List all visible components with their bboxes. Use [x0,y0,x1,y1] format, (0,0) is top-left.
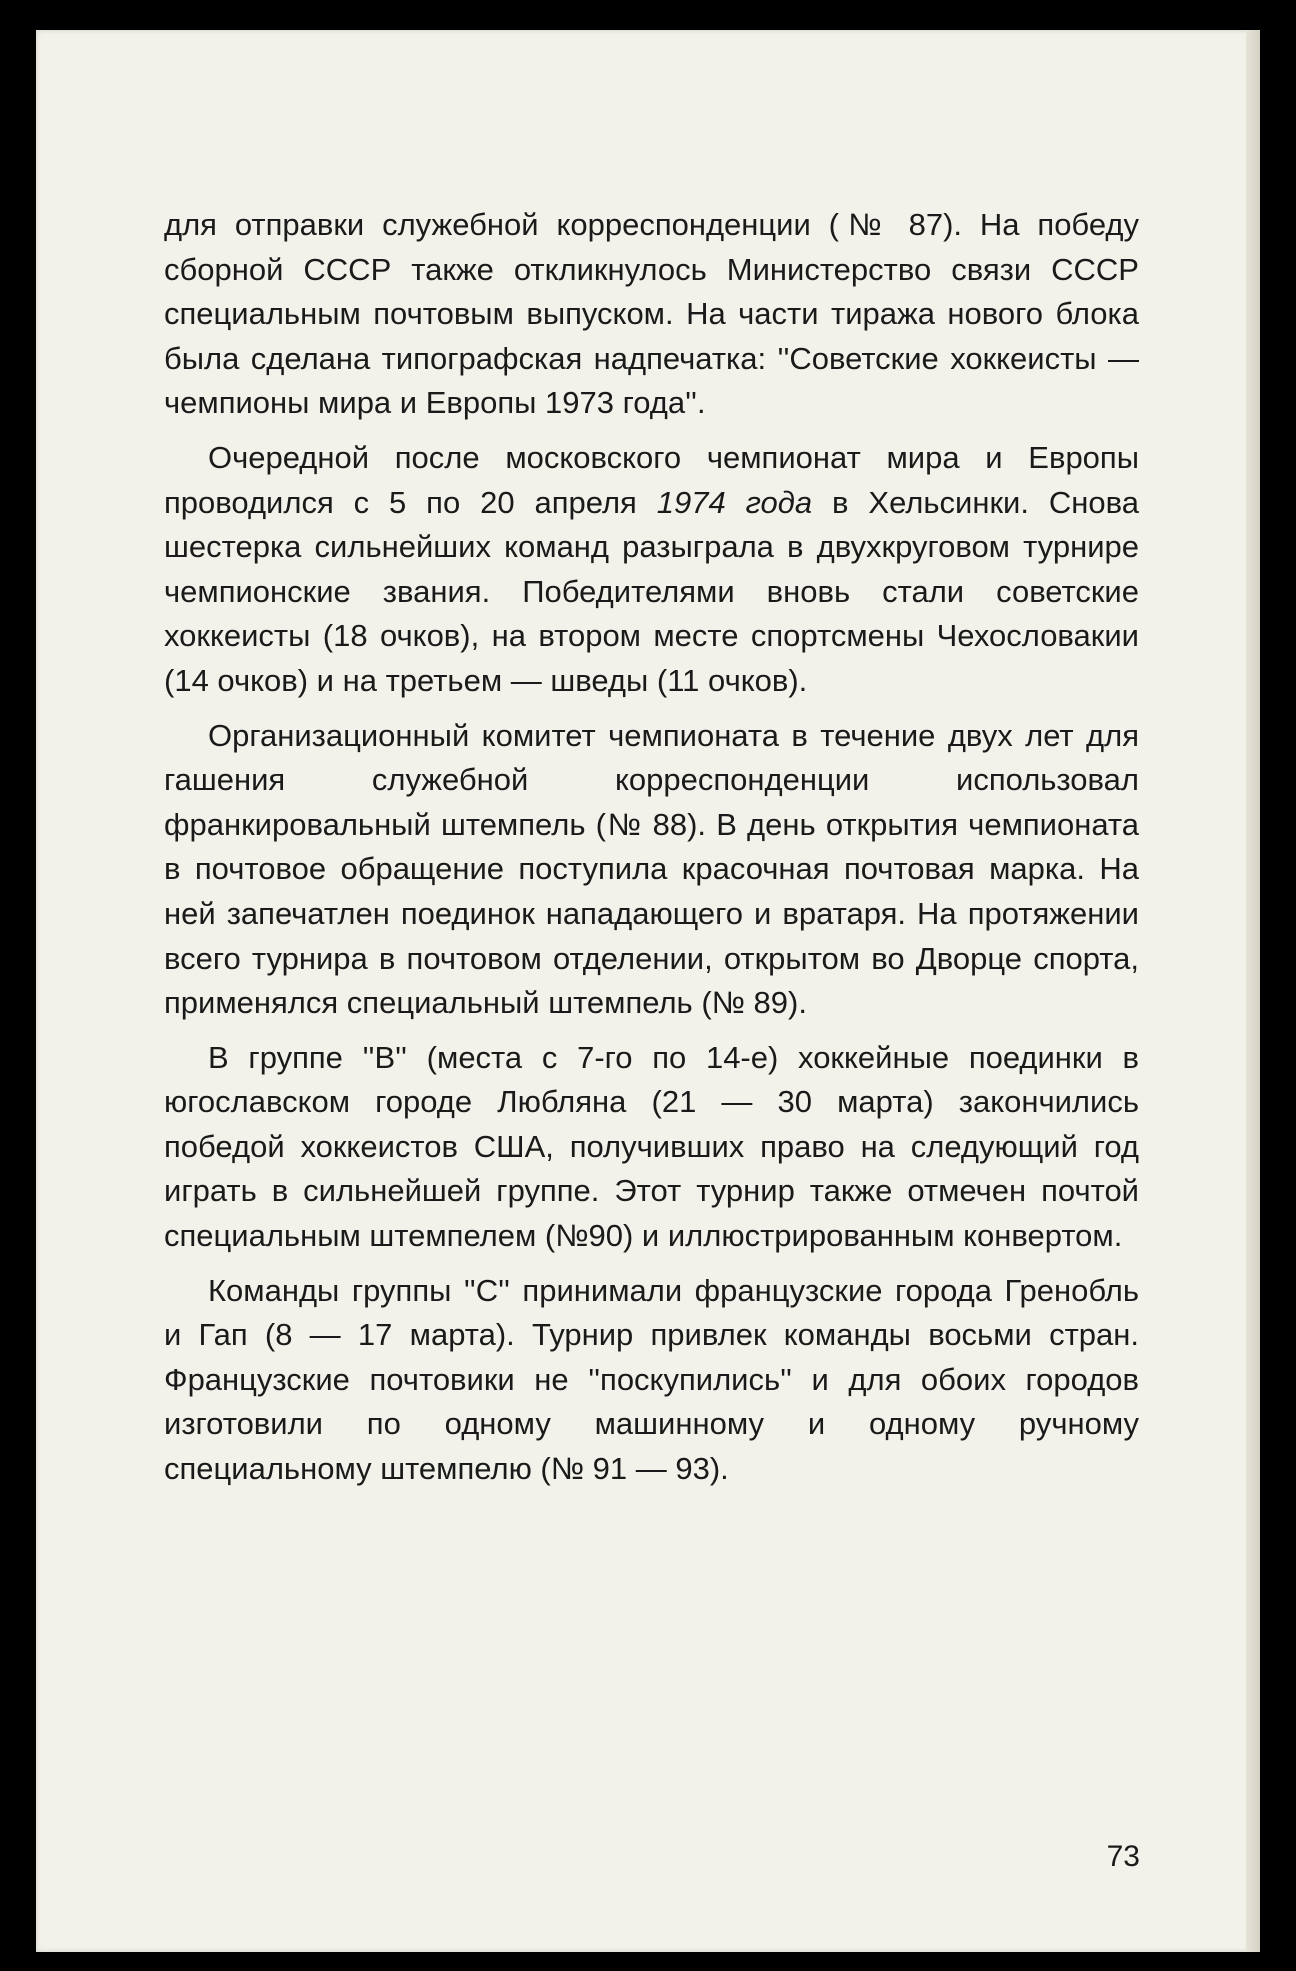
page-body-text [164,203,1139,1502]
paragraph-2-part-1: Очередной после московского чемпионат мира и Европы проводился с 5 по 20 апреля [164,439,1139,520]
page-number: 73 [1106,1840,1140,1873]
paragraph-4: В группе ''В'' (места с 7-го по 14-е) хоккейные поединки в югославском городе Любляна (21 — 30 марта) закончились победой хоккеистов США, получивших право на следующий год играть в сильнейшей группе. Этот турнир также отмечен почтой специальным штемпелем (№90) и иллюстрированным конвертом. [164,1039,1139,1254]
paragraph-3: Организационный комитет чемпионата в течение двух лет для гашения служебной корреспонденции использовал франкировальный штемпель (№ 88). В день открытия чемпионата в почтовое обращение поступила красочная почтовая марка. На ней запечатлен поединок нападающего и вратаря. На протяжении всего турнира в почтовом отделении, открытом во Дворце спорта, применялся специальный штемпель (№ 89). [164,717,1139,1021]
paragraph-5: Команды группы ''С'' принимали французские города Гренобль и Гап (8 — 17 марта). Турнир привлек команды восьми стран. Французские почтовики не ''поскупились'' и для обоих городов изготовили по одному машинному и одному ручному специальному штемпелю (№ 91 — 93). [164,1272,1139,1487]
book-page [36,30,1260,1952]
paragraph-2-part-2: в Хельсинки. Снова шестерка сильнейших команд разыграла в двухкруговом турнире чемпионские звания. Победителями вновь стали советские хоккеисты (18 очков), на втором месте спортсмены Чехословакии (14 очков) и на третьем — шведы (11 очков). [164,484,1139,698]
page-edge [1246,30,1260,1952]
paragraph-1: для отправки служебной корреспонденции (№ 87). На победу сборной СССР также откликнулось Министерство связи СССР специальным почтовым выпуском. На части тиража нового блока была сделана типографская надпечатка: ''Советские хоккеисты — чемпионы мира и Европы 1973 года''. [164,207,1139,421]
paragraph-2 [164,436,1139,704]
paragraph-2-italic-year: 1974 года [656,484,813,520]
